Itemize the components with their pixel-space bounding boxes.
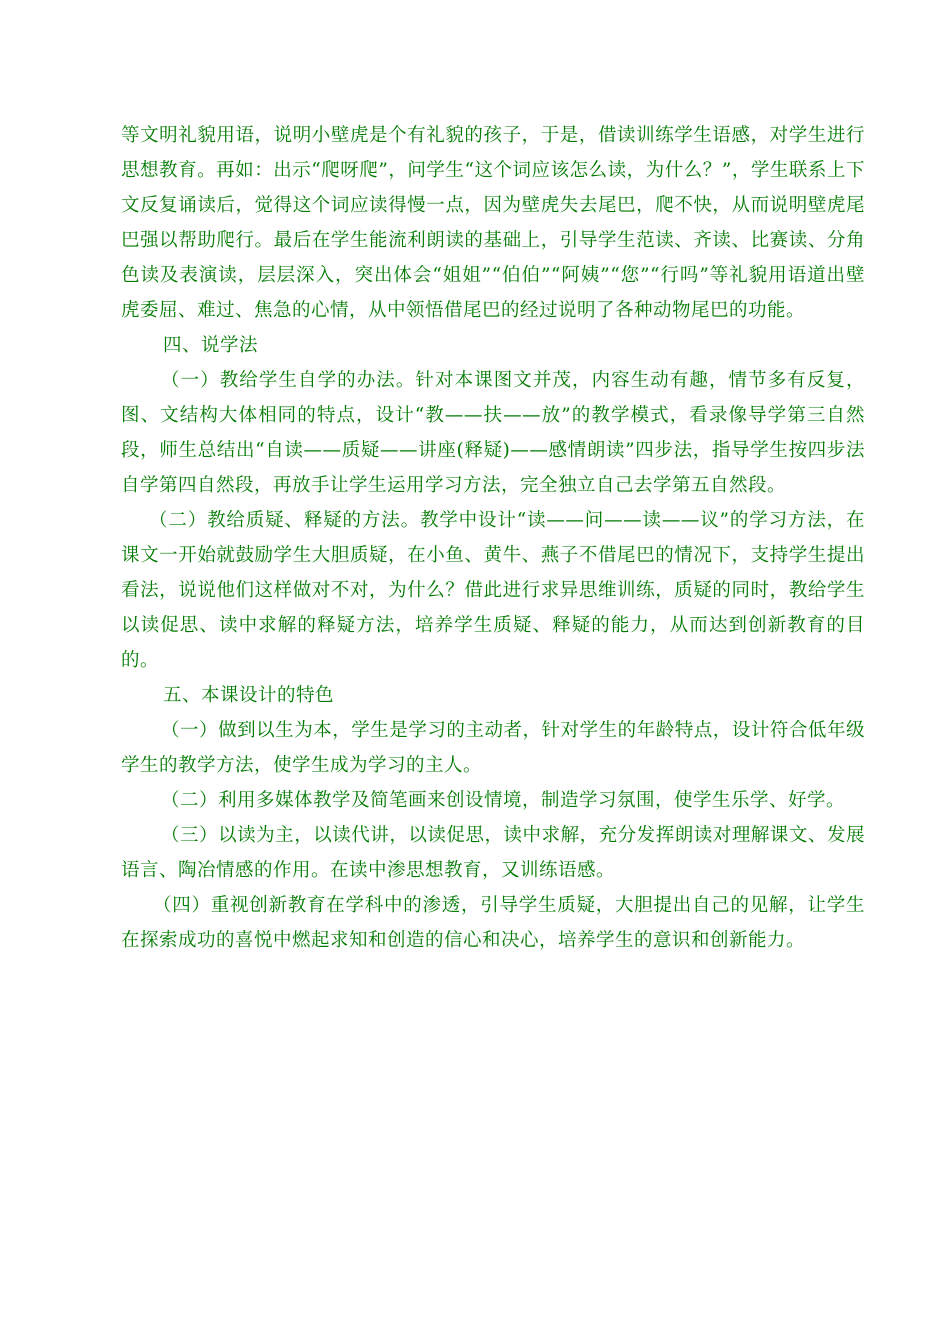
feature-item-2: （二）利用多媒体教学及简笔画来创设情境，制造学习氛围，使学生乐学、好学。: [161, 790, 846, 811]
section-heading-design-features: 五、本课设计的特色: [163, 685, 335, 706]
document-body: [121, 118, 865, 958]
feature-item-4: （四）重视创新教育在学科中的渗透，引导学生质疑，大胆提出自己的见解，让学生在探索成功的喜悦中燃起求知和创造的信心和决心，培养学生的意识和创新能力。: [121, 895, 865, 951]
paragraph-self-study-method: （一）教给学生自学的办法。针对本课图文并茂，内容生动有趣，情节多有反复，图、文结构大体相同的特点，设计“教——扶——放”的教学模式，看录像导学第三自然段，师生总结出“自读——质疑——讲座(释疑)——感情朗读”四步法，指导学生按四步法自学第四自然段，再放手让学生运用学习方法，完全独立自己去学第五自然段。: [121, 370, 865, 496]
section-heading-study-method: 四、说学法: [163, 335, 259, 356]
paragraph-continuation: 等文明礼貌用语，说明小壁虎是个有礼貌的孩子，于是，借读训练学生语感，对学生进行思想教育。再如：出示“爬呀爬”，问学生“这个词应该怎么读，为什么？”，学生联系上下文反复诵读后，觉得这个词应读得慢一点，因为壁虎失去尾巴，爬不快，从而说明壁虎尾巴强以帮助爬行。最后在学生能流利朗读的基础上，引导学生范读、齐读、比赛读、分角色读及表演读，层层深入，突出体会“姐姐”“伯伯”“阿姨”“您”“行吗”等礼貌用语道出壁虎委屈、难过、焦急的心情，从中领悟借尾巴的经过说明了各种动物尾巴的功能。: [121, 125, 865, 321]
feature-item-1: （一）做到以生为本，学生是学习的主动者，针对学生的年龄特点，设计符合低年级学生的教学方法，使学生成为学习的主人。: [121, 720, 865, 776]
paragraph-questioning-method: （二）教给质疑、释疑的方法。教学中设计“读——问——读——议”的学习方法，在课文一开始就鼓励学生大胆质疑，在小鱼、黄牛、燕子不借尾巴的情况下，支持学生提出看法，说说他们这样做对不对，为什么？借此进行求异思维训练，质疑的同时，教给学生以读促思、读中求解的释疑方法，培养学生质疑、释疑的能力，从而达到创新教育的目的。: [121, 510, 865, 671]
feature-item-3: （三）以读为主，以读代讲，以读促思，读中求解，充分发挥朗读对理解课文、发展语言、陶冶情感的作用。在读中渗思想教育，又训练语感。: [121, 825, 865, 881]
